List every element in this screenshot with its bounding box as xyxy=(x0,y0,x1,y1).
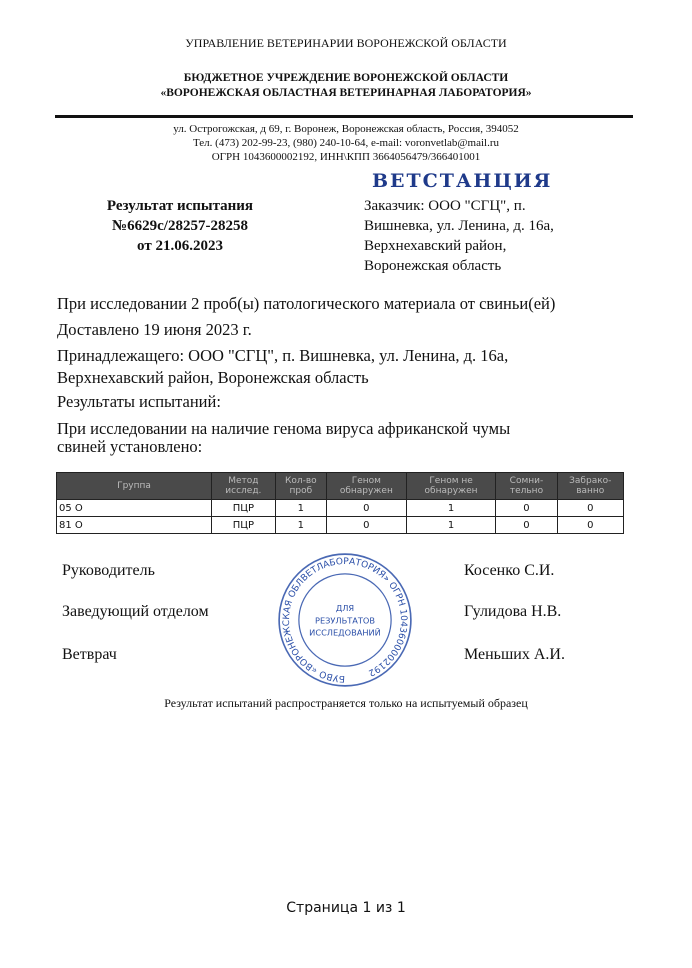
test-text-2: свиней установлено: xyxy=(57,437,203,456)
svg-text:БУВО «ВОРОНЕЖСКАЯ ОБЛВЕТЛАБОРА: БУВО «ВОРОНЕЖСКАЯ ОБЛВЕТЛАБОРАТОРИЯ» ОГРН 1043600002192 xyxy=(281,556,409,684)
cell: 0 xyxy=(496,500,557,517)
results-heading: Результаты испытаний: xyxy=(57,392,221,411)
org-line1: БЮДЖЕТНОЕ УЧРЕЖДЕНИЕ ВОРОНЕЖСКОЙ ОБЛАСТИ xyxy=(183,72,509,84)
test-text: При исследовании на наличие генома вируса африканской чумы xyxy=(57,419,511,438)
page-number: Страница 1 из 1 xyxy=(286,900,406,916)
cell: 05 О xyxy=(57,500,212,517)
header-rule xyxy=(55,115,633,118)
customer-line: Воронежская область xyxy=(364,258,502,274)
customer xyxy=(364,196,554,276)
delivered-text: Доставлено 19 июня 2023 г. xyxy=(57,320,252,339)
footer-note: Результат испытаний распространяется только на испытуемый образец xyxy=(164,696,528,710)
signature-role: Руководитель xyxy=(62,562,155,579)
customer-line: Верхнехавский район, xyxy=(364,238,507,254)
results-table xyxy=(56,472,624,534)
cell: 0 xyxy=(557,517,623,534)
signature-name: Меньших А.И. xyxy=(464,646,565,663)
body-text xyxy=(57,293,555,455)
cell: 1 xyxy=(275,517,326,534)
svg-text:РЕЗУЛЬТАТОВ: РЕЗУЛЬТАТОВ xyxy=(314,615,376,626)
address: ул. Острогожская, д 69, г. Воронеж, Воронежская область, Россия, 394052 xyxy=(173,123,519,135)
cell: 81 О xyxy=(57,517,212,534)
col-header: Метод исслед. xyxy=(212,473,276,500)
result-block xyxy=(80,196,280,256)
cell: ПЦР xyxy=(212,517,276,534)
signature-name: Косенко С.И. xyxy=(464,562,555,579)
signature-role: Ветврач xyxy=(62,646,117,663)
col-header: Сомни-тельно xyxy=(496,473,557,500)
col-header: Группа xyxy=(57,473,212,500)
col-header: Забрако-ванно xyxy=(557,473,623,500)
cell: 1 xyxy=(275,500,326,517)
samples-text: При исследовании 2 проб(ы) патологического материала от свиньи(ей) xyxy=(57,294,556,313)
vetstation-stamp: ВЕТСТАНЦИЯ xyxy=(372,170,553,192)
owner-text: Принадлежащего: ООО "СГЦ", п. Вишневка, ул. Ленина, д. 16а, xyxy=(57,346,509,365)
col-header: Геном обнаружен xyxy=(326,473,406,500)
ogrn: ОГРН 1043600002192, ИНН\КПП 3664056479/366401001 xyxy=(211,151,481,163)
signature-role: Заведующий отделом xyxy=(62,603,209,620)
cell: 1 xyxy=(406,517,496,534)
official-seal-icon xyxy=(270,550,420,690)
result-date: от 21.06.2023 xyxy=(137,238,223,254)
cell: 1 xyxy=(406,500,496,517)
customer-line: Вишневка, ул. Ленина, д. 16а, xyxy=(364,218,554,234)
table-row xyxy=(57,517,624,534)
cell: 0 xyxy=(326,517,406,534)
signature-name: Гулидова Н.В. xyxy=(464,603,562,620)
col-header: Кол-во проб xyxy=(275,473,326,500)
cell: 0 xyxy=(557,500,623,517)
col-header: Геном не обнаружен xyxy=(406,473,496,500)
phone: Тел. (473) 202-99-23, (980) 240-10-64, e-mail: voronvetlab@mail.ru xyxy=(192,137,499,149)
cell: ПЦР xyxy=(212,500,276,517)
org-line2: «ВОРОНЕЖСКАЯ ОБЛАСТНАЯ ВЕТЕРИНАРНАЯ ЛАБОРАТОРИЯ» xyxy=(160,87,532,99)
customer-line: Заказчик: ООО "СГЦ", п. xyxy=(364,198,526,214)
result-title: Результат испытания xyxy=(106,198,254,214)
svg-text:ИССЛЕДОВАНИЙ: ИССЛЕДОВАНИЙ xyxy=(309,627,381,638)
result-number: №6629с/28257-28258 xyxy=(112,218,248,234)
svg-text:ДЛЯ: ДЛЯ xyxy=(335,602,355,613)
table-row xyxy=(57,500,624,517)
owner-text-2: Верхнехавский район, Воронежская область xyxy=(57,368,369,387)
cell: 0 xyxy=(496,517,557,534)
agency-name: УПРАВЛЕНИЕ ВЕТЕРИНАРИИ ВОРОНЕЖСКОЙ ОБЛАСТИ xyxy=(185,36,507,50)
cell: 0 xyxy=(326,500,406,517)
